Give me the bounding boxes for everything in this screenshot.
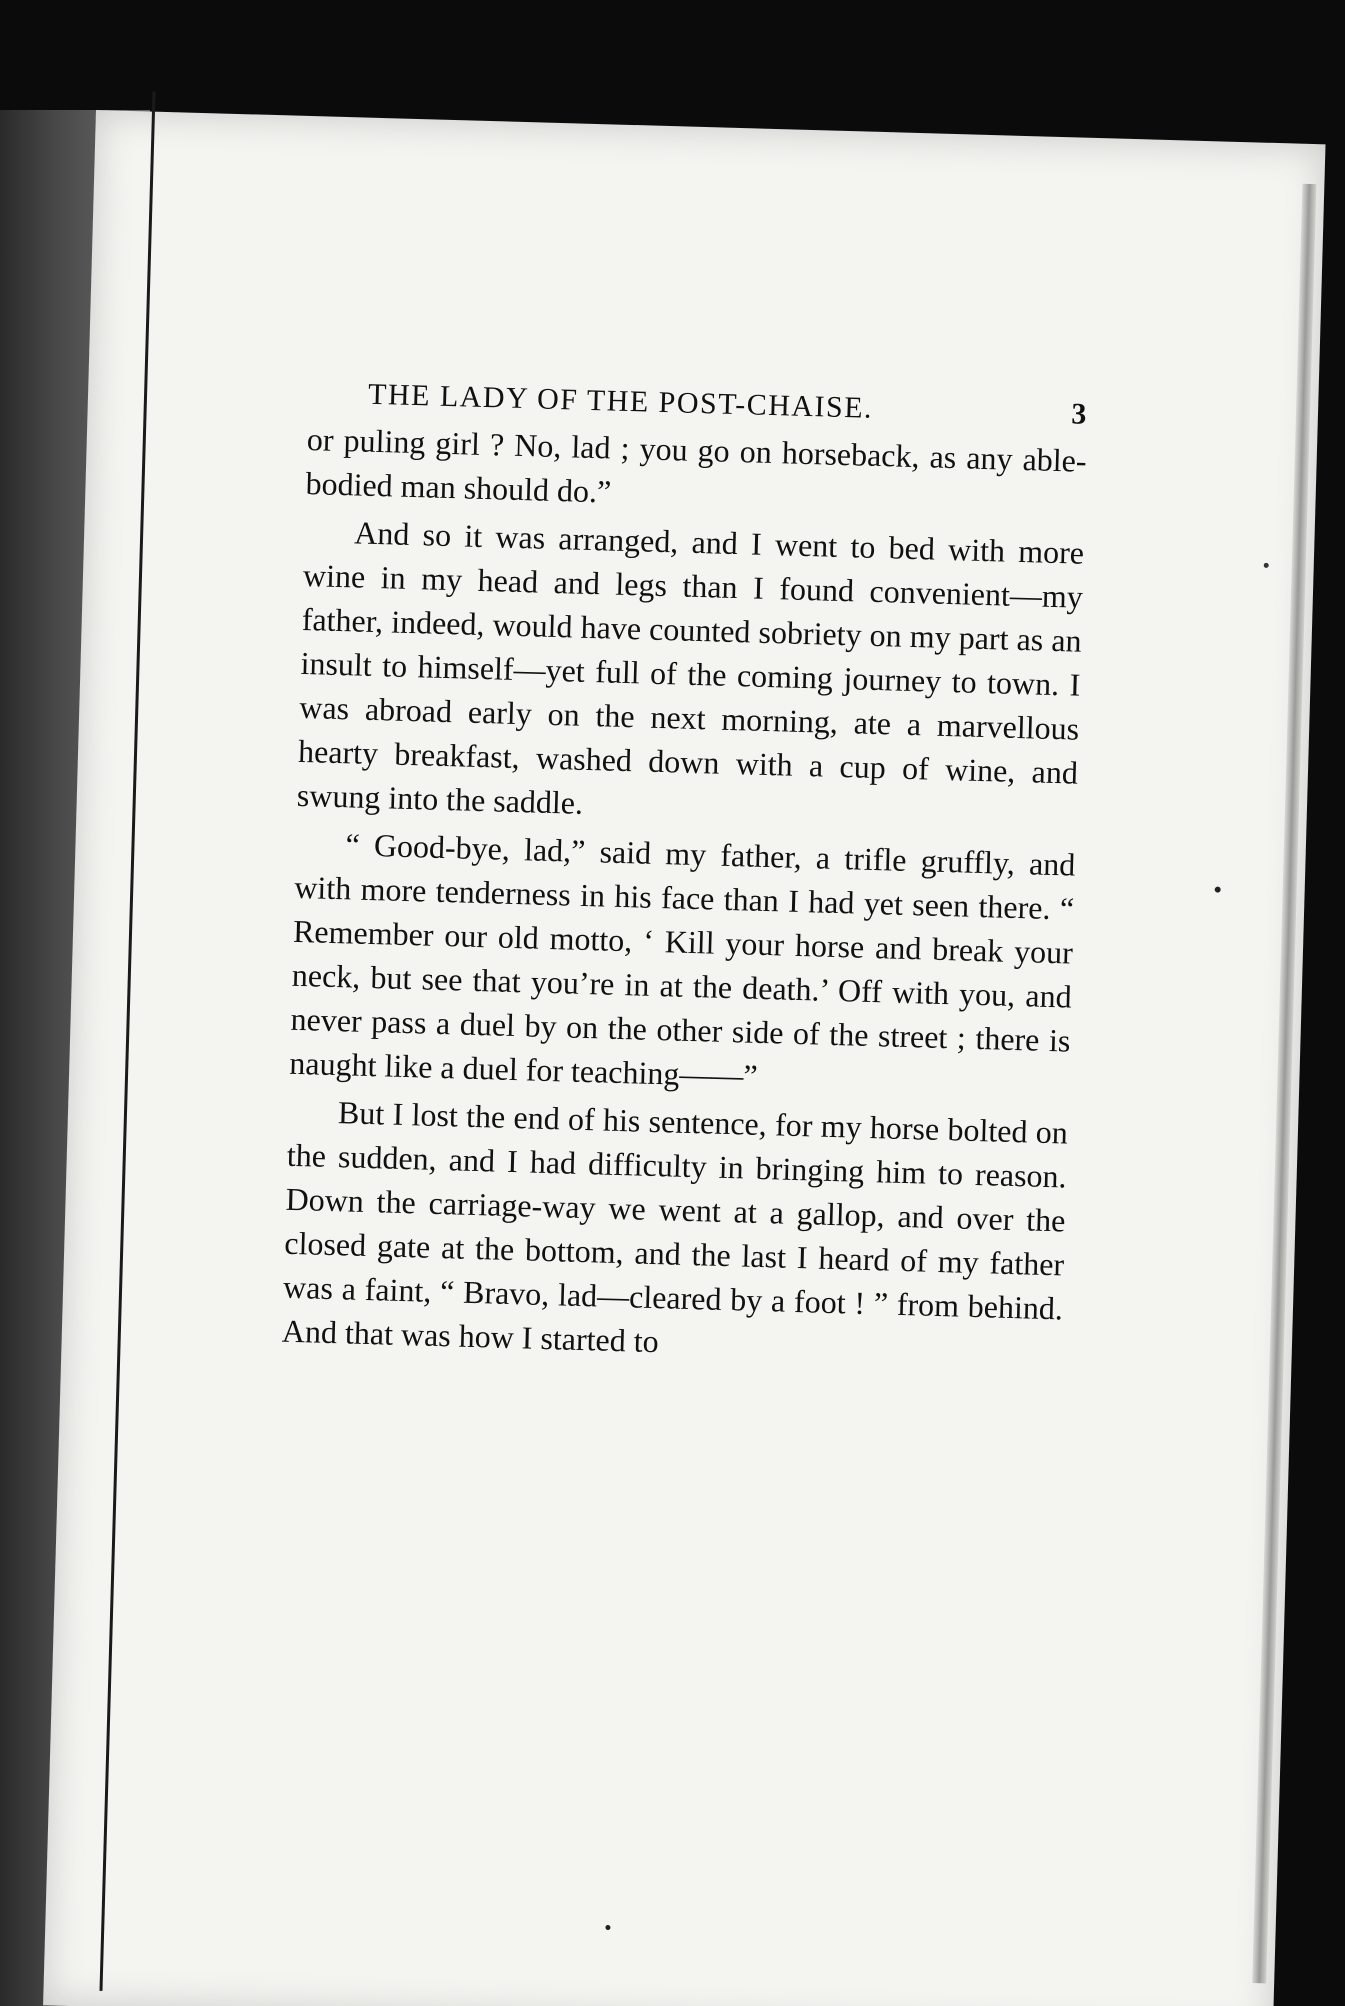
- dust-speck: [1215, 887, 1221, 893]
- page-number: 3: [1070, 397, 1089, 431]
- running-title: THE LADY OF THE POST-CHAISE.: [367, 377, 874, 425]
- dust-speck: [605, 1925, 610, 1930]
- page-text: [281, 371, 1088, 1374]
- book-page: [43, 110, 1325, 2006]
- paragraph-continuation: or puling girl ? No, lad ; you go on horseback, as any able-bodied man should do.”: [305, 421, 1088, 510]
- dust-speck: [1264, 563, 1269, 568]
- paragraph: “ Good-bye, lad,” said my father, a trifle gruffly, and with more tenderness in his face than I had yet seen there. “ Remember our old motto, ‘ Kill your horse and break your neck, but see that you’re in at the death.’ Off with you, and never pass a duel by on the other side of the street ; there is naught like a duel for teaching——”: [288, 826, 1076, 1094]
- paragraph: And so it was arranged, and I went to bed with more wine in my head and legs than I found convenient—my father, indeed, would have counted sobriety on my part as an insult to himself—yet full of the coming journey to town. I was abroad early on the next morning, ate a marvellous hearty breakfast, washed down with a cup of wine, and swung into the saddle.: [296, 514, 1085, 821]
- paragraph: But I lost the end of his sentence, for my horse bolted on the sudden, and I had difficulty in bringing him to reason. Down the carriage-way we went at a gallop, and over the closed gate at the bottom, and the last I heard of my father was a faint, “ Bravo, lad—cleared by a foot ! ” from behind. And that was how I started to: [281, 1094, 1069, 1360]
